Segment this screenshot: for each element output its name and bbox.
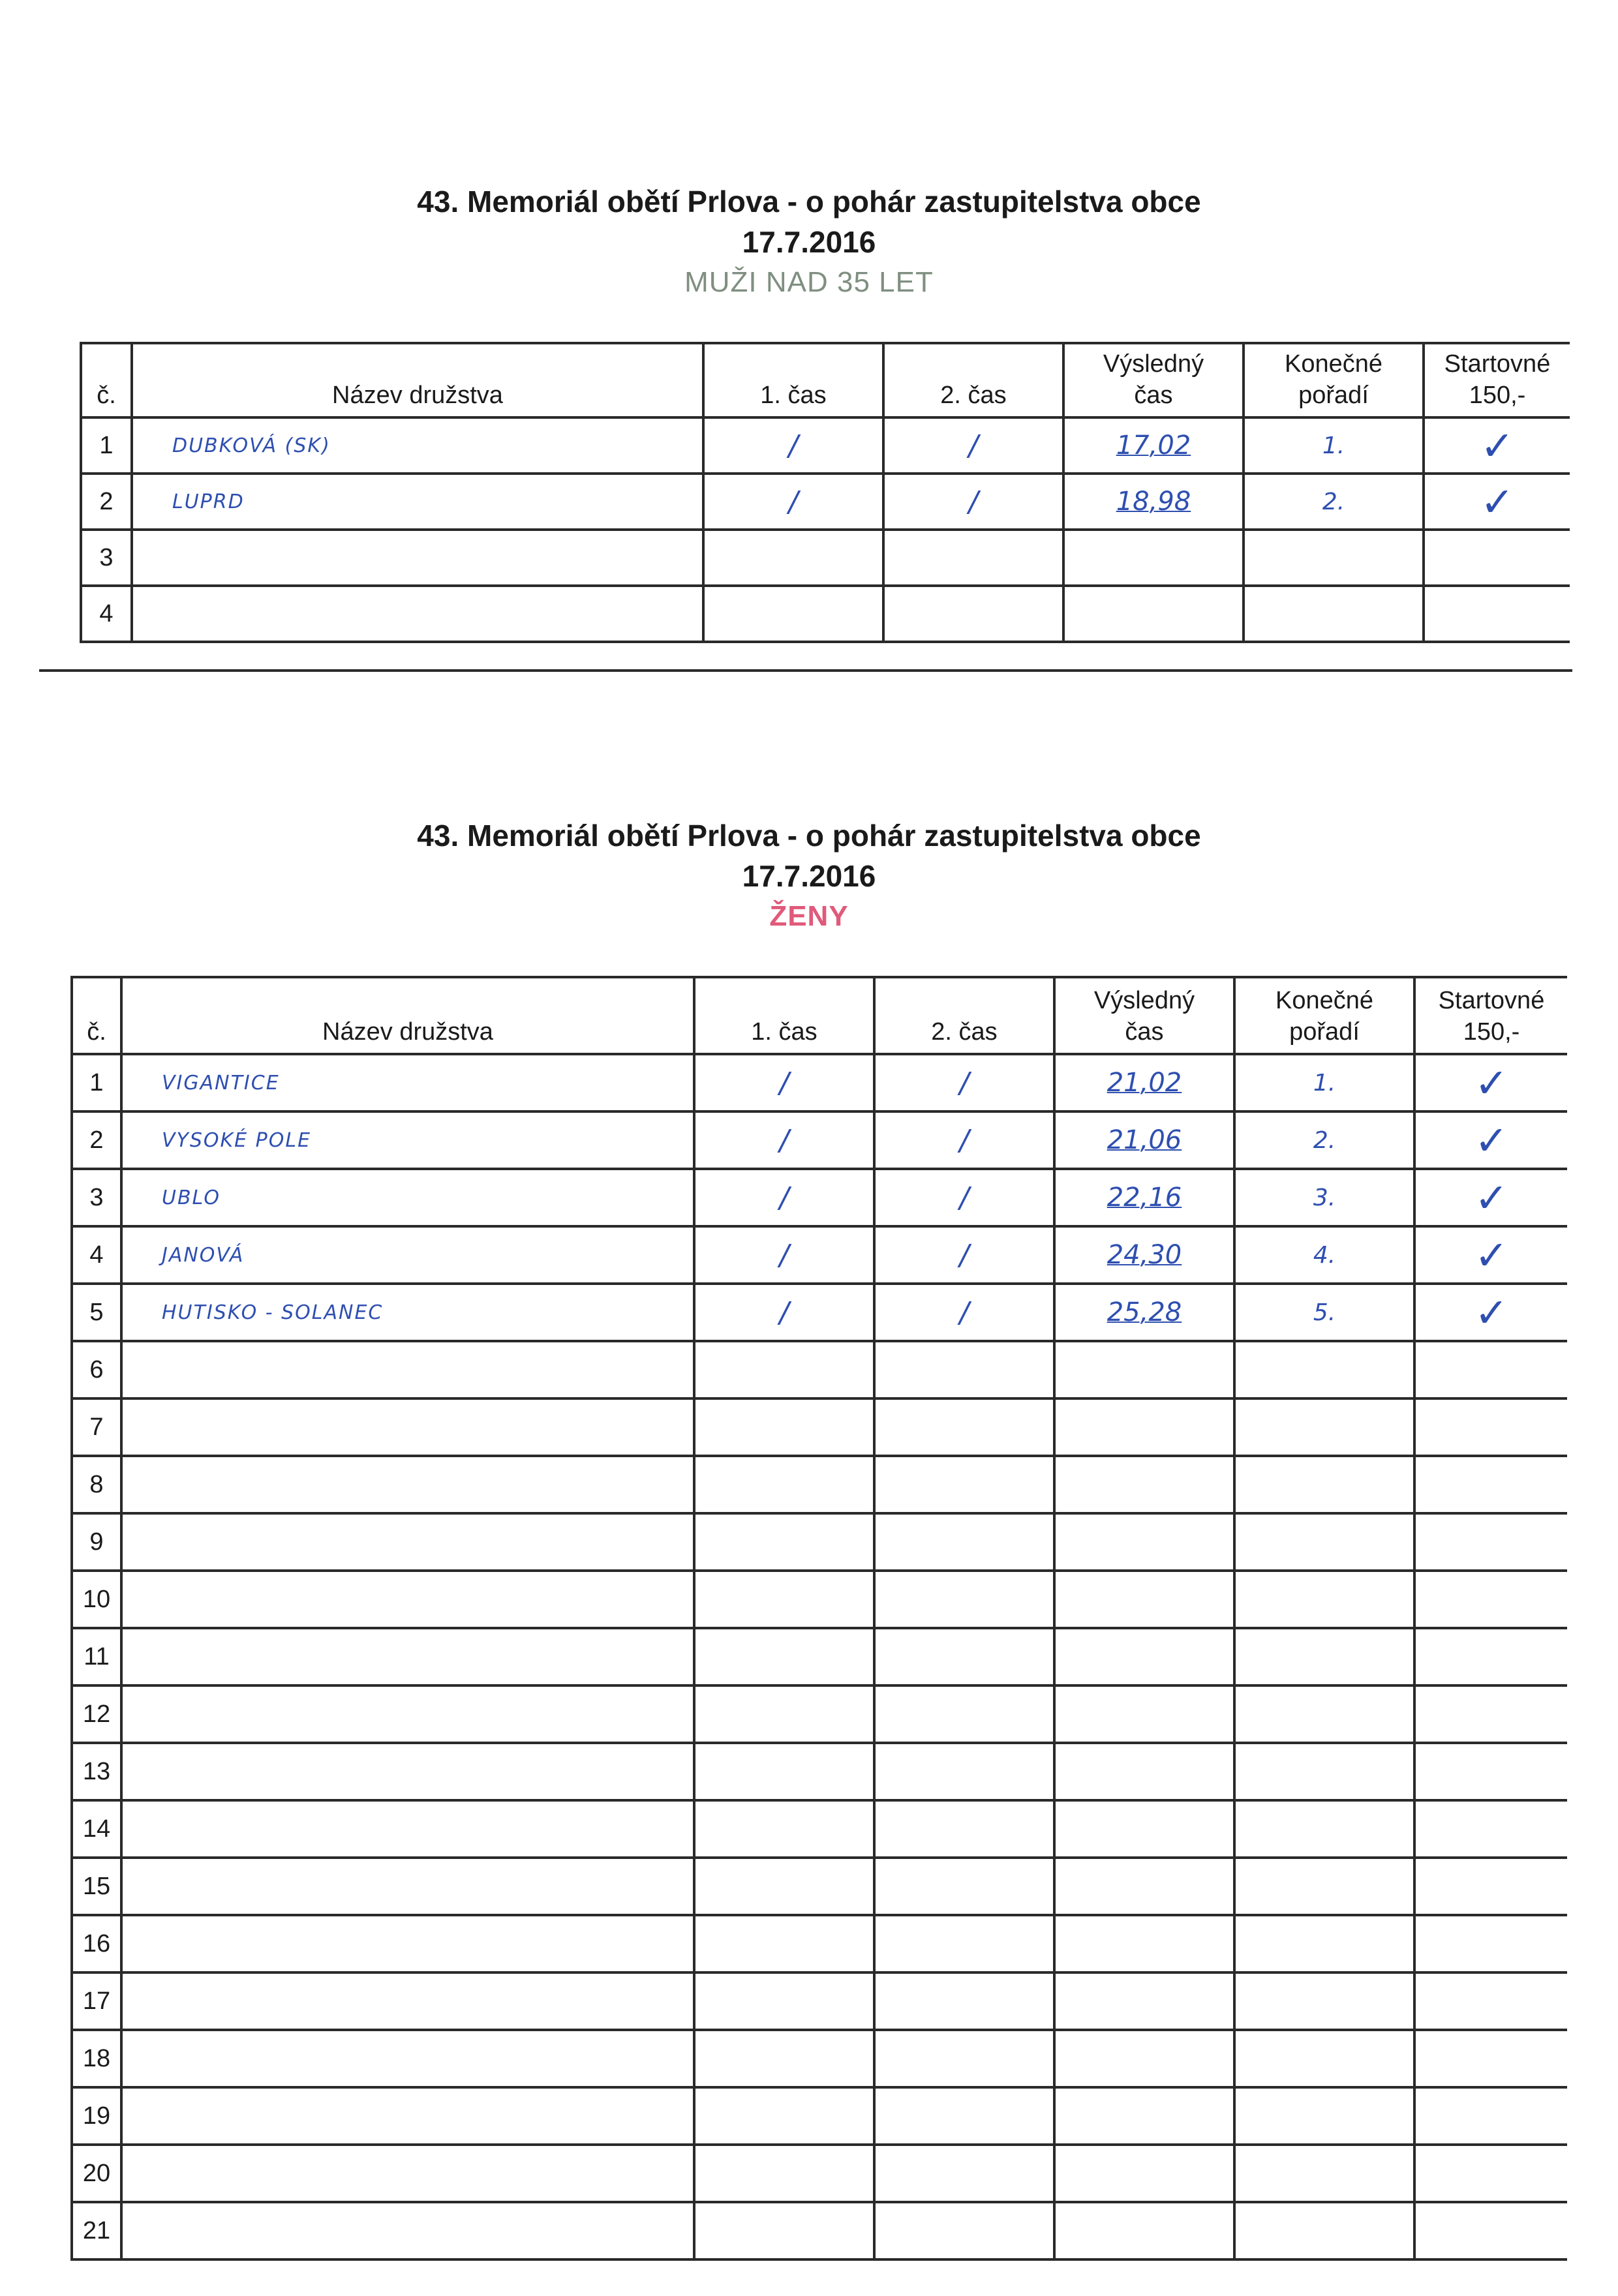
final-rank: 5.	[1234, 1284, 1414, 1341]
result-time	[1054, 1513, 1234, 1571]
row-number: 2	[81, 474, 132, 530]
final-rank	[1234, 1456, 1414, 1513]
final-rank	[1234, 1513, 1414, 1571]
table-header-row	[81, 343, 1570, 417]
table-row	[81, 417, 1570, 474]
row-number: 10	[72, 1571, 121, 1628]
result-time: 21,02	[1054, 1054, 1234, 1111]
final-rank	[1234, 2030, 1414, 2087]
col-result-header-line2: čas	[1134, 382, 1173, 409]
time1-mark: /	[694, 1111, 874, 1169]
col-number-header: č.	[81, 343, 132, 417]
row-number: 13	[72, 1743, 121, 1800]
table-row	[72, 1456, 1567, 1513]
table-row	[72, 1915, 1567, 1972]
time2-mark: /	[874, 1111, 1054, 1169]
time2-mark: /	[883, 474, 1063, 530]
col-fee-header	[1424, 343, 1570, 417]
table-row	[72, 1284, 1567, 1341]
time1-mark	[694, 1915, 874, 1972]
team-name: JANOVÁ	[121, 1226, 694, 1284]
col-time2-header: 2. čas	[883, 343, 1063, 417]
row-number: 17	[72, 1972, 121, 2030]
col-fee-header-line1: Startovné	[1444, 350, 1551, 378]
final-rank	[1234, 1743, 1414, 1800]
table-row	[72, 1972, 1567, 2030]
col-fee-header-line2: 150,-	[1463, 1018, 1520, 1046]
final-rank	[1234, 1628, 1414, 1685]
time2-mark: /	[874, 1169, 1054, 1226]
final-rank	[1234, 1685, 1414, 1743]
team-name	[121, 1571, 694, 1628]
result-time	[1063, 586, 1244, 642]
row-number: 1	[72, 1054, 121, 1111]
time2-mark	[874, 1800, 1054, 1858]
fee-check-icon: ✓	[1414, 1169, 1567, 1226]
table-row	[72, 2030, 1567, 2087]
table-header-row	[72, 977, 1567, 1054]
row-number: 2	[72, 1111, 121, 1169]
col-rank-header	[1244, 343, 1424, 417]
result-time: 21,06	[1054, 1111, 1234, 1169]
time2-mark	[874, 2030, 1054, 2087]
time2-mark	[883, 586, 1063, 642]
section-women-header	[0, 815, 1618, 937]
table-row	[72, 1341, 1567, 1398]
fee-check-icon	[1424, 530, 1570, 586]
col-result-header-line2: čas	[1125, 1018, 1164, 1046]
time2-mark	[874, 1685, 1054, 1743]
result-time	[1054, 1571, 1234, 1628]
time1-mark: /	[703, 474, 883, 530]
team-name: VIGANTICE	[121, 1054, 694, 1111]
row-number: 5	[72, 1284, 121, 1341]
fee-check-icon	[1414, 1685, 1567, 1743]
final-rank	[1244, 530, 1424, 586]
final-rank: 4.	[1234, 1226, 1414, 1284]
team-name	[121, 2145, 694, 2202]
time2-mark	[874, 1743, 1054, 1800]
final-rank: 1.	[1244, 417, 1424, 474]
team-name: LUPRD	[132, 474, 703, 530]
result-time	[1054, 2145, 1234, 2202]
result-time	[1054, 1628, 1234, 1685]
team-name	[121, 2030, 694, 2087]
fee-check-icon: ✓	[1424, 474, 1570, 530]
result-time: 17,02	[1063, 417, 1244, 474]
team-name: UBLO	[121, 1169, 694, 1226]
final-rank	[1234, 1858, 1414, 1915]
time2-mark: /	[874, 1284, 1054, 1341]
table-row	[72, 1628, 1567, 1685]
col-time1-header: 1. čas	[694, 977, 874, 1054]
row-number: 3	[81, 530, 132, 586]
final-rank	[1234, 1341, 1414, 1398]
category-label: ŽENY	[769, 900, 849, 932]
result-time	[1054, 1743, 1234, 1800]
results-table-men	[80, 342, 1570, 643]
row-number: 15	[72, 1858, 121, 1915]
team-name: VYSOKÉ POLE	[121, 1111, 694, 1169]
table-row	[72, 1571, 1567, 1628]
team-name: HUTISKO - SOLANEC	[121, 1284, 694, 1341]
time2-mark	[874, 1341, 1054, 1398]
fee-check-icon	[1414, 1513, 1567, 1571]
fee-check-icon	[1414, 2202, 1567, 2259]
col-result-header	[1063, 343, 1244, 417]
result-time: 18,98	[1063, 474, 1244, 530]
time1-mark: /	[703, 417, 883, 474]
result-time	[1054, 2202, 1234, 2259]
fee-check-icon: ✓	[1424, 417, 1570, 474]
table-row	[72, 1398, 1567, 1456]
col-fee-header-line2: 150,-	[1469, 382, 1526, 409]
team-name	[121, 1915, 694, 1972]
result-time	[1054, 1398, 1234, 1456]
final-rank	[1234, 1398, 1414, 1456]
table-row	[72, 1111, 1567, 1169]
col-rank-header-line2: pořadí	[1289, 1018, 1360, 1046]
row-number: 16	[72, 1915, 121, 1972]
col-team-header: Název družstva	[132, 343, 703, 417]
time1-mark: /	[694, 1284, 874, 1341]
time1-mark	[694, 2087, 874, 2145]
time2-mark: /	[874, 1054, 1054, 1111]
result-time	[1054, 1685, 1234, 1743]
table-row	[72, 1800, 1567, 1858]
row-number: 1	[81, 417, 132, 474]
team-name: DUBKOVÁ (SK)	[132, 417, 703, 474]
final-rank	[1234, 2145, 1414, 2202]
time2-mark	[874, 1456, 1054, 1513]
col-rank-header-line1: Konečné	[1284, 350, 1382, 378]
fee-check-icon: ✓	[1414, 1284, 1567, 1341]
fee-check-icon	[1414, 1398, 1567, 1456]
result-time	[1054, 1972, 1234, 2030]
result-time	[1054, 1915, 1234, 1972]
time1-mark	[694, 1685, 874, 1743]
time2-mark	[874, 1398, 1054, 1456]
final-rank: 2.	[1244, 474, 1424, 530]
col-result-header-line1: Výsledný	[1093, 987, 1195, 1014]
time2-mark	[874, 1972, 1054, 2030]
time2-mark	[874, 1858, 1054, 1915]
row-number: 18	[72, 2030, 121, 2087]
table-row	[72, 1226, 1567, 1284]
col-result-header	[1054, 977, 1234, 1054]
table-row	[72, 1685, 1567, 1743]
fee-check-icon	[1414, 2030, 1567, 2087]
time1-mark	[694, 1858, 874, 1915]
time1-mark	[694, 1972, 874, 2030]
table-row	[81, 474, 1570, 530]
result-time	[1054, 1858, 1234, 1915]
fee-check-icon	[1414, 1972, 1567, 2030]
fee-check-icon	[1414, 1800, 1567, 1858]
table-row	[72, 1054, 1567, 1111]
time1-mark: /	[694, 1226, 874, 1284]
fee-check-icon	[1414, 2145, 1567, 2202]
team-name	[121, 1398, 694, 1456]
fee-check-icon	[1414, 1456, 1567, 1513]
col-fee-header-line1: Startovné	[1438, 987, 1545, 1014]
row-number: 14	[72, 1800, 121, 1858]
time1-mark	[694, 1341, 874, 1398]
results-table-women	[70, 976, 1567, 2261]
table-row	[72, 1513, 1567, 1571]
row-number: 7	[72, 1398, 121, 1456]
row-number: 11	[72, 1628, 121, 1685]
time2-mark	[874, 1915, 1054, 1972]
final-rank: 3.	[1234, 1169, 1414, 1226]
table-row	[81, 586, 1570, 642]
team-name	[121, 1628, 694, 1685]
category-label: MUŽI NAD 35 LET	[684, 266, 934, 298]
time2-mark	[874, 2145, 1054, 2202]
time2-mark	[874, 1628, 1054, 1685]
time1-mark	[703, 530, 883, 586]
time2-mark	[874, 2202, 1054, 2259]
table-row	[72, 2145, 1567, 2202]
row-number: 9	[72, 1513, 121, 1571]
fee-check-icon	[1414, 1571, 1567, 1628]
team-name	[121, 1800, 694, 1858]
table-row	[81, 530, 1570, 586]
result-time: 24,30	[1054, 1226, 1234, 1284]
time1-mark	[703, 586, 883, 642]
team-name	[121, 1972, 694, 2030]
page-title: 43. Memoriál obětí Prlova - o pohár zastupitelstva obce	[417, 819, 1201, 853]
team-name	[121, 1513, 694, 1571]
col-time1-header: 1. čas	[703, 343, 883, 417]
result-time	[1054, 1341, 1234, 1398]
time1-mark: /	[694, 1169, 874, 1226]
time2-mark	[874, 1513, 1054, 1571]
time2-mark: /	[874, 1226, 1054, 1284]
row-number: 4	[81, 586, 132, 642]
fee-check-icon: ✓	[1414, 1054, 1567, 1111]
time1-mark: /	[694, 1054, 874, 1111]
final-rank	[1234, 1800, 1414, 1858]
time1-mark	[694, 2030, 874, 2087]
row-number: 4	[72, 1226, 121, 1284]
result-time: 22,16	[1054, 1169, 1234, 1226]
col-time2-header: 2. čas	[874, 977, 1054, 1054]
final-rank	[1234, 2202, 1414, 2259]
fee-check-icon: ✓	[1414, 1111, 1567, 1169]
final-rank: 1.	[1234, 1054, 1414, 1111]
time2-mark	[883, 530, 1063, 586]
time1-mark	[694, 1513, 874, 1571]
final-rank	[1234, 1915, 1414, 1972]
final-rank: 2.	[1234, 1111, 1414, 1169]
fee-check-icon	[1414, 1858, 1567, 1915]
fee-check-icon	[1424, 586, 1570, 642]
col-rank-header-line1: Konečné	[1275, 987, 1373, 1014]
time1-mark	[694, 1628, 874, 1685]
team-name	[132, 530, 703, 586]
section-divider	[39, 669, 1572, 672]
fee-check-icon: ✓	[1414, 1226, 1567, 1284]
row-number: 3	[72, 1169, 121, 1226]
table-row	[72, 1858, 1567, 1915]
result-time	[1054, 1456, 1234, 1513]
row-number: 21	[72, 2202, 121, 2259]
col-number-header: č.	[72, 977, 121, 1054]
table-row	[72, 1169, 1567, 1226]
table-row	[72, 1743, 1567, 1800]
result-time	[1054, 2030, 1234, 2087]
table-row	[72, 2087, 1567, 2145]
event-date: 17.7.2016	[742, 225, 876, 259]
result-time: 25,28	[1054, 1284, 1234, 1341]
team-name	[121, 1341, 694, 1398]
row-number: 19	[72, 2087, 121, 2145]
fee-check-icon	[1414, 1628, 1567, 1685]
col-result-header-line1: Výsledný	[1103, 350, 1204, 378]
team-name	[121, 1456, 694, 1513]
col-rank-header	[1234, 977, 1414, 1054]
result-time	[1054, 2087, 1234, 2145]
row-number: 20	[72, 2145, 121, 2202]
final-rank	[1234, 1571, 1414, 1628]
team-name	[121, 2202, 694, 2259]
team-name	[121, 1685, 694, 1743]
page-title: 43. Memoriál obětí Prlova - o pohár zastupitelstva obce	[417, 185, 1201, 219]
section-men-header	[0, 181, 1618, 303]
time2-mark	[874, 2087, 1054, 2145]
time1-mark	[694, 1800, 874, 1858]
time1-mark	[694, 1456, 874, 1513]
team-name	[121, 1858, 694, 1915]
fee-check-icon	[1414, 2087, 1567, 2145]
result-time	[1054, 1800, 1234, 1858]
time1-mark	[694, 1743, 874, 1800]
fee-check-icon	[1414, 1341, 1567, 1398]
row-number: 12	[72, 1685, 121, 1743]
final-rank	[1234, 2087, 1414, 2145]
fee-check-icon	[1414, 1743, 1567, 1800]
time1-mark	[694, 2202, 874, 2259]
final-rank	[1244, 586, 1424, 642]
event-date: 17.7.2016	[742, 859, 876, 893]
team-name	[132, 586, 703, 642]
result-time	[1063, 530, 1244, 586]
time1-mark	[694, 1571, 874, 1628]
table-row	[72, 2202, 1567, 2259]
col-rank-header-line2: pořadí	[1298, 382, 1369, 409]
time1-mark	[694, 2145, 874, 2202]
row-number: 8	[72, 1456, 121, 1513]
row-number: 6	[72, 1341, 121, 1398]
time2-mark: /	[883, 417, 1063, 474]
col-fee-header	[1414, 977, 1567, 1054]
fee-check-icon	[1414, 1915, 1567, 1972]
time1-mark	[694, 1398, 874, 1456]
col-team-header: Název družstva	[121, 977, 694, 1054]
team-name	[121, 2087, 694, 2145]
final-rank	[1234, 1972, 1414, 2030]
team-name	[121, 1743, 694, 1800]
time2-mark	[874, 1571, 1054, 1628]
